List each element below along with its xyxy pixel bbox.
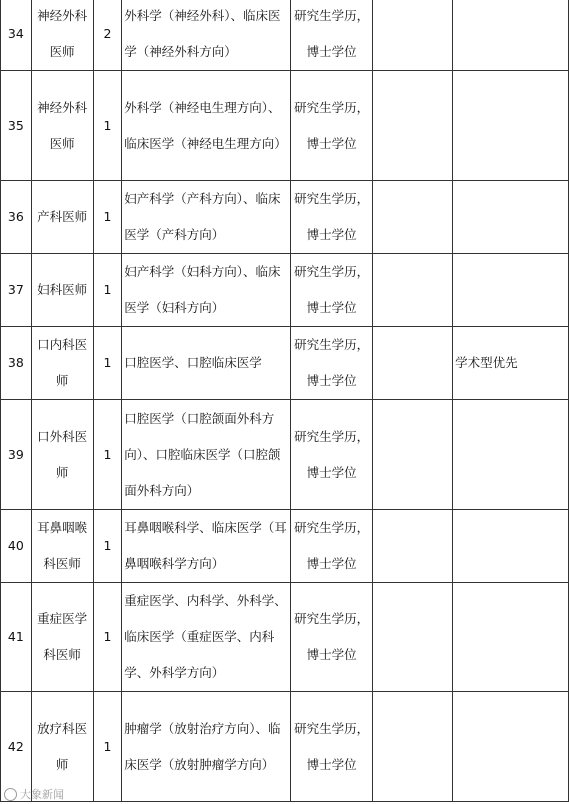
other-cell (372, 400, 452, 510)
major-cell: 妇产科学（产科方向）、临床医学（产科方向） (122, 181, 291, 254)
other-cell (372, 0, 452, 71)
remark-cell (453, 692, 569, 802)
remark-cell (453, 583, 569, 692)
row-number: 35 (1, 71, 32, 181)
count-cell: 1 (93, 510, 122, 583)
count-cell: 1 (93, 400, 122, 510)
education-cell: 研究生学历，博士学位 (291, 400, 373, 510)
other-cell (372, 692, 452, 802)
table-row (1, 583, 569, 692)
row-number: 40 (1, 510, 32, 583)
count-cell: 1 (93, 71, 122, 181)
table-row (1, 0, 569, 71)
major-cell: 外科学（神经外科）、临床医学（神经外科方向） (122, 0, 291, 71)
education-cell: 研究生学历，博士学位 (291, 0, 373, 71)
position-cell: 神经外科医师 (31, 0, 93, 71)
major-cell: 口腔医学、口腔临床医学 (122, 327, 291, 400)
position-cell: 重症医学科医师 (31, 583, 93, 692)
count-cell: 1 (93, 254, 122, 327)
other-cell (372, 181, 452, 254)
position-cell: 耳鼻咽喉科医师 (31, 510, 93, 583)
watermark-text: 大象新闻 (20, 788, 64, 801)
position-cell: 妇科医师 (31, 254, 93, 327)
other-cell (372, 254, 452, 327)
row-number: 37 (1, 254, 32, 327)
row-number: 39 (1, 400, 32, 510)
education-cell: 研究生学历，博士学位 (291, 327, 373, 400)
position-cell: 神经外科医师 (31, 71, 93, 181)
other-cell (372, 71, 452, 181)
table-row (1, 327, 569, 400)
major-cell: 耳鼻咽喉科学、临床医学（耳鼻咽喉科学方向） (122, 510, 291, 583)
table-row (1, 181, 569, 254)
major-cell: 外科学（神经电生理方向）、临床医学（神经电生理方向） (122, 71, 291, 181)
row-number: 36 (1, 181, 32, 254)
education-cell: 研究生学历，博士学位 (291, 692, 373, 802)
position-cell: 口内科医师 (31, 327, 93, 400)
education-cell: 研究生学历，博士学位 (291, 510, 373, 583)
other-cell (372, 327, 452, 400)
position-cell: 口外科医师 (31, 400, 93, 510)
other-cell (372, 510, 452, 583)
count-cell: 1 (93, 327, 122, 400)
count-cell: 1 (93, 583, 122, 692)
remark-cell (453, 400, 569, 510)
count-cell: 1 (93, 181, 122, 254)
count-cell: 2 (93, 0, 122, 71)
education-cell: 研究生学历，博士学位 (291, 254, 373, 327)
table-row (1, 254, 569, 327)
count-cell: 1 (93, 692, 122, 802)
position-cell: 产科医师 (31, 181, 93, 254)
row-number: 38 (1, 327, 32, 400)
education-cell: 研究生学历，博士学位 (291, 181, 373, 254)
row-number: 41 (1, 583, 32, 692)
position-cell: 放疗科医师 (31, 692, 93, 802)
major-cell: 口腔医学（口腔颌面外科方向）、口腔临床医学（口腔颌面外科方向） (122, 400, 291, 510)
table-row (1, 510, 569, 583)
remark-cell (453, 71, 569, 181)
table-row (1, 400, 569, 510)
education-cell: 研究生学历，博士学位 (291, 583, 373, 692)
major-cell: 妇产科学（妇科方向）、临床医学（妇科方向） (122, 254, 291, 327)
table-row (1, 71, 569, 181)
row-number: 42 (1, 692, 32, 802)
remark-cell (453, 181, 569, 254)
remark-cell: 学术型优先 (453, 327, 569, 400)
row-number: 34 (1, 0, 32, 71)
watermark-logo-icon (4, 788, 17, 801)
remark-cell (453, 0, 569, 71)
watermark (4, 786, 64, 802)
remark-cell (453, 510, 569, 583)
major-cell: 肿瘤学（放射治疗方向）、临床医学（放射肿瘤学方向） (122, 692, 291, 802)
major-cell: 重症医学、内科学、外科学、临床医学（重症医学、内科学、外科学方向） (122, 583, 291, 692)
remark-cell (453, 254, 569, 327)
table-row (1, 692, 569, 802)
education-cell: 研究生学历，博士学位 (291, 71, 373, 181)
other-cell (372, 583, 452, 692)
